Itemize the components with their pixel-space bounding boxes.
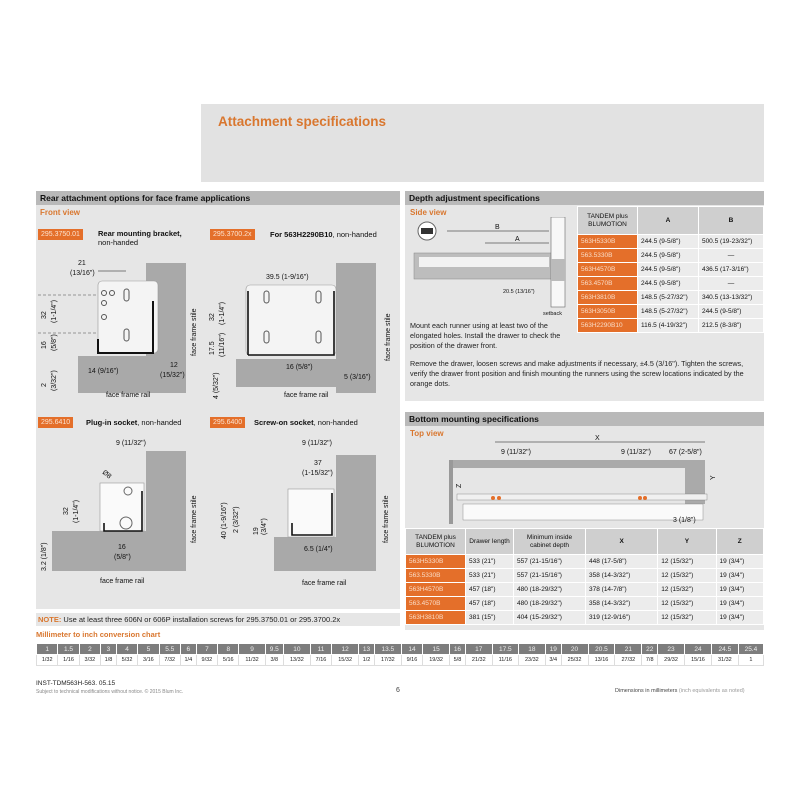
mm-cell: 16 xyxy=(450,644,466,655)
bottom-mounting-panel xyxy=(405,412,764,630)
top-view-label: Top view xyxy=(410,429,444,438)
svg-text:32: 32 xyxy=(63,507,70,515)
svg-text:21: 21 xyxy=(78,260,86,267)
svg-text:(5/8"): (5/8") xyxy=(114,554,131,561)
svg-text:12: 12 xyxy=(170,362,178,369)
depth-table: TANDEM plus BLUMOTION A B 563H5330B 244.5 (9-5/8") 500.5 (19-23/32") 563.5330B 244.5 (9-5/8") — 563H4570B 244.5 (9-5/8") 436.5 (17-3/16") 563.4570B 244.5 (9-5/8") — 563H3810B 148.5 (5-27/32") 340.5 (13-13/32") 563H3050B 148.5 (5-27/32") 244.5 (9-5/8") 563H2290B10 116.5 (4-19/32") 212.5 (8-3/8") xyxy=(577,206,764,333)
svg-text:9 (11/32"): 9 (11/32") xyxy=(501,449,531,456)
inch-cell: 1/2 xyxy=(359,655,375,666)
table-row: 563H3050B 148.5 (5-27/32") 244.5 (9-5/8") xyxy=(578,305,764,319)
part-caption: For 563H2290B10, non-handed xyxy=(270,230,377,239)
svg-text:face frame rail: face frame rail xyxy=(100,578,145,585)
inch-cell: 9/16 xyxy=(401,655,422,666)
inch-cell: 11/16 xyxy=(492,655,518,666)
mm-cell: 9.5 xyxy=(265,644,283,655)
svg-text:39.5 (1-9/16"): 39.5 (1-9/16") xyxy=(266,274,309,281)
bottom-table: TANDEM plus BLUMOTION Drawer length Minimum inside cabinet depth X Y Z 563H5330B 533 (21") 557 (21-15/16") 448 (17-5/8") 12 (15/32") 19 (3/4") 563.5330B 533 (21") 557 (21-15/16") 358 (14-3/32") 12 (15/32") 19 (3/4") 563H4570B 457 (18") 480 (18-29/32") 378 (14-7/8") 12 (15/32") 19 (3/4") 563.4570B 457 (18") 480 (18-29/32") 358 (14-3/32") 12 (15/32") 19 (3/4") 563H3810B 381 (15") 404 (15-29/32") 319 (12-9/16") 12 (15/32") 19 (3/4") xyxy=(405,528,764,625)
svg-text:(15/32"): (15/32") xyxy=(160,372,185,379)
table-row: 563H5330B 533 (21") 557 (21-15/16") 448 (17-5/8") 12 (15/32") 19 (3/4") xyxy=(406,555,764,569)
svg-text:(3/4"): (3/4") xyxy=(261,518,268,535)
mm-cell: 1 xyxy=(37,644,58,655)
svg-text:6.5 (1/4"): 6.5 (1/4") xyxy=(304,546,333,553)
svg-text:face frame stile: face frame stile xyxy=(191,308,198,356)
svg-text:(11/16"): (11/16") xyxy=(219,332,226,357)
inch-cell: 21/32 xyxy=(465,655,492,666)
table-row: 563.4570B 457 (18") 480 (18-29/32") 358 (14-3/32") 12 (15/32") 19 (3/4") xyxy=(406,597,764,611)
screw-on-socket-drawing xyxy=(206,431,401,601)
inch-cell: 25/32 xyxy=(561,655,588,666)
mm-cell: 20.5 xyxy=(588,644,615,655)
svg-text:9 (11/32"): 9 (11/32") xyxy=(302,440,332,447)
inch-cell: 7/16 xyxy=(310,655,331,666)
mm-cell: 13.5 xyxy=(374,644,401,655)
mm-cell: 2 xyxy=(79,644,100,655)
inch-cell: 1 xyxy=(738,655,763,666)
inch-cell: 3/8 xyxy=(265,655,283,666)
inch-cell: 5/16 xyxy=(218,655,239,666)
top-view-drawing xyxy=(445,432,745,524)
dimensions-note: Dimensions in millimeters (inch equivalents as noted) xyxy=(615,688,745,694)
mm-cell: 10 xyxy=(283,644,310,655)
mm-cell: 24.5 xyxy=(711,644,738,655)
svg-text:16 (5/8"): 16 (5/8") xyxy=(286,364,313,371)
inch-cell: 1/8 xyxy=(101,655,117,666)
table-row: 563H3810B 381 (15") 404 (15-29/32") 319 (12-9/16") 12 (15/32") 19 (3/4") xyxy=(406,611,764,625)
svg-text:(1-1/4"): (1-1/4") xyxy=(51,299,58,323)
svg-text:(1-1/4"): (1-1/4") xyxy=(219,301,226,325)
panel-heading: Rear attachment options for face frame applications xyxy=(36,191,400,205)
inch-cell: 11/32 xyxy=(239,655,265,666)
svg-text:2 (3/32"): 2 (3/32") xyxy=(233,506,240,533)
mm-cell: 11 xyxy=(310,644,331,655)
svg-text:17.5: 17.5 xyxy=(209,341,216,355)
svg-text:37: 37 xyxy=(314,460,322,467)
svg-text:16: 16 xyxy=(118,544,126,551)
mount-instructions: Mount each runner using at least two of the elongated holes. Install the drawer to check the position of the drawer front. xyxy=(410,321,561,350)
inch-cell: 17/32 xyxy=(374,655,401,666)
svg-text:Y: Y xyxy=(710,475,717,480)
inch-cell: 15/16 xyxy=(685,655,712,666)
mm-cell: 23 xyxy=(658,644,685,655)
inch-cell: 7/32 xyxy=(159,655,180,666)
mm-cell: 3 xyxy=(101,644,117,655)
side-view-label: Side view xyxy=(410,208,447,217)
svg-text:(3/32"): (3/32") xyxy=(51,370,58,391)
inch-cell: 13/32 xyxy=(283,655,310,666)
inch-cell: 1/16 xyxy=(58,655,79,666)
inch-cell: 9/32 xyxy=(196,655,217,666)
inch-cell: 31/32 xyxy=(711,655,738,666)
part-caption: Rear mounting bracket, non-handed xyxy=(98,229,182,247)
table-row: 563.4570B 244.5 (9-5/8") — xyxy=(578,277,764,291)
svg-text:9 (11/32"): 9 (11/32") xyxy=(621,449,651,456)
inch-cell: 23/32 xyxy=(518,655,545,666)
svg-text:32: 32 xyxy=(41,311,48,319)
mm-cell: 5 xyxy=(138,644,159,655)
svg-text:19: 19 xyxy=(253,527,260,535)
disclaimer: Subject to technical modifications without notice. © 2015 Blum Inc. xyxy=(36,689,184,695)
svg-text:face frame stile: face frame stile xyxy=(385,313,392,361)
rear-bracket-drawing xyxy=(38,251,208,401)
mm-cell: 5.5 xyxy=(159,644,180,655)
table-row: 563H5330B 244.5 (9-5/8") 500.5 (19-23/32") xyxy=(578,235,764,249)
svg-text:14 (9/16"): 14 (9/16") xyxy=(88,368,119,375)
depth-adjustment-panel xyxy=(405,191,764,401)
svg-text:2: 2 xyxy=(41,383,48,387)
table-row: 563.5330B 244.5 (9-5/8") — xyxy=(578,249,764,263)
svg-text:X: X xyxy=(595,435,600,442)
svg-text:4 (5/32"): 4 (5/32") xyxy=(213,372,220,399)
svg-text:16: 16 xyxy=(41,341,48,349)
svg-text:face frame rail: face frame rail xyxy=(106,392,151,399)
mm-cell: 4 xyxy=(116,644,137,655)
svg-text:3.2 (1/8"): 3.2 (1/8") xyxy=(41,542,48,571)
mm-cell: 17.5 xyxy=(492,644,518,655)
inch-cell: 27/32 xyxy=(615,655,642,666)
svg-text:B: B xyxy=(495,224,500,231)
inch-cell: 1/32 xyxy=(37,655,58,666)
svg-text:9 (11/32"): 9 (11/32") xyxy=(116,440,146,447)
side-view-drawing xyxy=(409,217,577,317)
page-title: Attachment specifications xyxy=(218,114,387,129)
svg-text:40 (1-9/16"): 40 (1-9/16") xyxy=(221,502,228,539)
svg-text:(1-1/4"): (1-1/4") xyxy=(73,499,80,523)
svg-text:face frame rail: face frame rail xyxy=(284,392,329,399)
mm-cell: 20 xyxy=(561,644,588,655)
mm-cell: 15 xyxy=(423,644,450,655)
note-bar: NOTE: Use at least three 606N or 606P installation screws for 295.3750.01 or 295.3700.2x xyxy=(36,613,400,626)
part-caption: Screw-on socket, non-handed xyxy=(254,418,358,427)
inch-cell: 3/16 xyxy=(138,655,159,666)
panel-heading: Depth adjustment specifications xyxy=(405,191,764,205)
part-code-tag: 295.6400 xyxy=(210,417,245,428)
page-number: 6 xyxy=(396,687,400,694)
inch-cell: 15/32 xyxy=(332,655,359,666)
part-caption: Plug-in socket, non-handed xyxy=(86,418,182,427)
inch-cell: 19/32 xyxy=(423,655,450,666)
inch-cell: 29/32 xyxy=(658,655,685,666)
mm-cell: 1.5 xyxy=(58,644,79,655)
svg-text:(5/8"): (5/8") xyxy=(51,334,58,351)
mm-cell: 24 xyxy=(685,644,712,655)
mm-cell: 7 xyxy=(196,644,217,655)
svg-text:face frame stile: face frame stile xyxy=(191,495,198,543)
conversion-chart-title: Millimeter to inch conversion chart xyxy=(36,630,161,639)
part-code-tag: 295.6410 xyxy=(38,417,73,428)
table-row: 563.5330B 533 (21") 557 (21-15/16") 358 (14-3/32") 12 (15/32") 19 (3/4") xyxy=(406,569,764,583)
svg-text:face frame rail: face frame rail xyxy=(302,580,347,587)
svg-text:face frame stile: face frame stile xyxy=(383,495,390,543)
mm-cell: 17 xyxy=(465,644,492,655)
front-view-label: Front view xyxy=(40,208,81,217)
inch-cell: 3/4 xyxy=(545,655,561,666)
adjust-instructions: Remove the drawer, loosen screws and make adjustments if necessary, ±4.5 (3/16"). Tighten the screws, verify the drawer front position and finish mounting the runners using the screw locations indicated by the orange dots. xyxy=(410,359,744,388)
svg-text:32: 32 xyxy=(209,313,216,321)
inch-cell: 13/16 xyxy=(588,655,615,666)
svg-text:20.5 (13/16"): 20.5 (13/16") xyxy=(503,289,535,295)
mm-cell: 14 xyxy=(401,644,422,655)
mm-cell: 21 xyxy=(615,644,642,655)
table-row: 563H2290B10 116.5 (4-19/32") 212.5 (8-3/8") xyxy=(578,319,764,333)
rear-attachment-panel xyxy=(36,191,400,609)
svg-text:(1-15/32"): (1-15/32") xyxy=(302,470,333,477)
svg-text:5 (3/16"): 5 (3/16") xyxy=(344,374,371,381)
mm-cell: 12 xyxy=(332,644,359,655)
mm-row xyxy=(37,644,764,655)
part-code-tag: 295.3750.01 xyxy=(38,229,83,240)
inch-cell: 3/32 xyxy=(79,655,100,666)
part-code-tag: 295.3700.2x xyxy=(210,229,255,240)
plug-in-socket-drawing xyxy=(38,431,208,601)
mm-cell: 19 xyxy=(545,644,561,655)
table-row: 563H4570B 244.5 (9-5/8") 436.5 (17-3/16") xyxy=(578,263,764,277)
svg-text:Ø8: Ø8 xyxy=(100,469,113,481)
socket-bracket-drawing xyxy=(206,251,401,401)
inch-cell: 5/8 xyxy=(450,655,466,666)
mm-cell: 22 xyxy=(642,644,658,655)
mm-cell: 8 xyxy=(218,644,239,655)
table-row: 563H4570B 457 (18") 480 (18-29/32") 378 (14-7/8") 12 (15/32") 19 (3/4") xyxy=(406,583,764,597)
inch-row xyxy=(37,655,764,666)
table-row: 563H3810B 148.5 (5-27/32") 340.5 (13-13/32") xyxy=(578,291,764,305)
mm-cell: 18 xyxy=(518,644,545,655)
svg-text:(13/16"): (13/16") xyxy=(70,270,95,277)
svg-text:A: A xyxy=(515,236,520,243)
mm-cell: 25.4 xyxy=(738,644,763,655)
mm-cell: 9 xyxy=(239,644,265,655)
panel-heading: Bottom mounting specifications xyxy=(405,412,764,426)
inch-cell: 5/32 xyxy=(116,655,137,666)
svg-text:3 (1/8"): 3 (1/8") xyxy=(673,517,696,524)
conversion-chart xyxy=(36,643,764,666)
svg-text:67 (2-5/8"): 67 (2-5/8") xyxy=(669,449,702,456)
title-box xyxy=(201,104,764,182)
svg-text:setback: setback xyxy=(543,311,562,317)
mm-cell: 6 xyxy=(180,644,196,655)
inch-cell: 7/8 xyxy=(642,655,658,666)
mm-cell: 13 xyxy=(359,644,375,655)
document-id: INST-TDM563H-563. 05.15 xyxy=(36,680,116,687)
inch-cell: 1/4 xyxy=(180,655,196,666)
svg-text:Z: Z xyxy=(456,483,463,488)
